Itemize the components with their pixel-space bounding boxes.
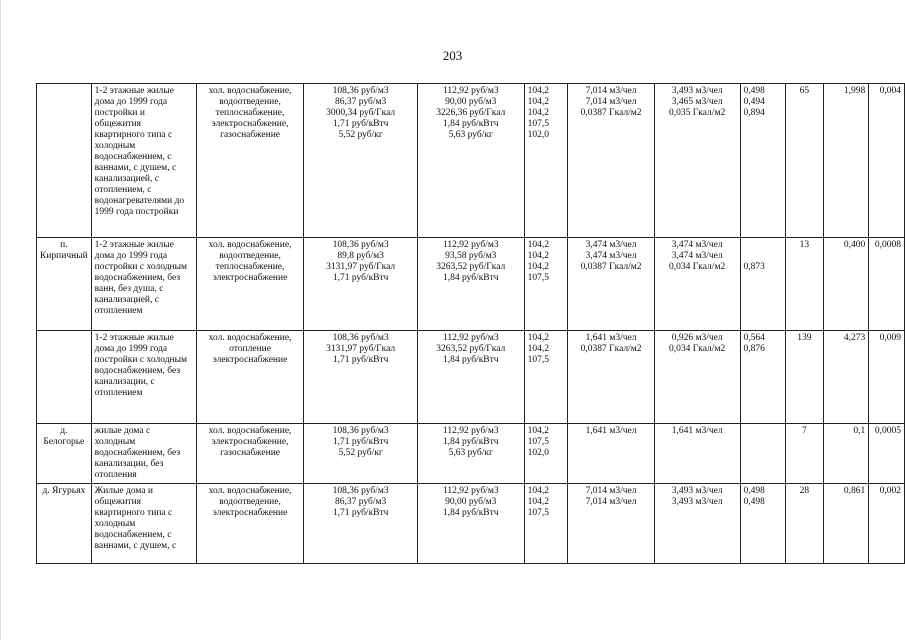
coefficient-cell (740, 484, 786, 564)
norm-old-cell (568, 484, 654, 564)
tariff-old-line: 1,71 руб/кВтч (332, 508, 389, 518)
index-line: 104,2 (527, 86, 549, 96)
tariff-new-line: 112,92 руб/м3 (442, 486, 499, 496)
description-cell: жилые дома с холодным водоснабжением, без канализации, без отопления (91, 424, 196, 484)
coefficient-cell (740, 424, 786, 484)
tariff-new-cell (417, 238, 524, 331)
tariff-new-line: 90,00 руб/м3 (445, 497, 497, 507)
norm-new-line: 0,034 Гкал/м2 (669, 262, 726, 272)
table-row (37, 484, 905, 564)
description-cell: Жилые дома и общежития квартирного типа с холодным водоснабжением, с ваннами, с душем, с (91, 484, 196, 564)
index-line: 104,2 (527, 251, 549, 261)
norm-new-line: 3,493 м3/чел (671, 86, 723, 96)
tariff-old-line: 108,36 руб/м3 (332, 426, 389, 436)
tariff-new-line: 1,84 руб/кВтч (442, 273, 499, 283)
settlement-cell: д. Белогорье (37, 424, 92, 484)
norm-old-line: 7,014 м3/чел (585, 86, 637, 96)
tariff-new-line: 112,92 руб/м3 (442, 426, 499, 436)
tariff-old-cell (304, 331, 418, 424)
tariff-old-line: 3131,97 руб/Гкал (326, 262, 396, 272)
settlement-cell: п. Кирпичный (37, 238, 92, 331)
coefficient-line: 0,876 (743, 344, 765, 354)
norm-new-line: 3,474 м3/чел (671, 240, 723, 250)
norm-old-cell (568, 238, 654, 331)
coefficient-line: 0,564 (743, 333, 765, 343)
tariff-old-cell (304, 424, 418, 484)
index-line: 104,2 (527, 333, 549, 343)
coefficient-line (744, 426, 783, 437)
tariff-old-line: 86,37 руб/м3 (335, 97, 387, 107)
norm-new-line: 3,474 м3/чел (671, 251, 723, 261)
coefficient-line (744, 240, 783, 251)
table-row (37, 424, 905, 484)
norm-new-line: 1,641 м3/чел (671, 426, 723, 436)
settlement-cell (37, 84, 92, 238)
count-cell: 65 (786, 84, 824, 238)
tariff-table (36, 83, 905, 564)
coefficient-cell (740, 331, 786, 424)
value2-cell: 0,002 (869, 484, 905, 564)
norm-new-line: 0,926 м3/чел (671, 333, 723, 343)
coefficient-line: 0,894 (743, 108, 765, 118)
table-row (37, 238, 905, 331)
value2-cell: 0,009 (869, 331, 905, 424)
tariff-old-line: 3131,97 руб/Гкал (326, 344, 396, 354)
norm-old-line: 0,0387 Гкал/м2 (580, 262, 642, 272)
tariff-new-cell (417, 424, 524, 484)
services-cell: хол. водоснабжение, водоотведение, электроснабжение (196, 484, 304, 564)
tariff-old-line: 108,36 руб/м3 (332, 240, 389, 250)
norm-new-line: 0,035 Гкал/м2 (669, 108, 726, 118)
scan-edge (0, 0, 1, 640)
norm-new-line: 0,034 Гкал/м2 (669, 344, 726, 354)
tariff-old-line: 108,36 руб/м3 (332, 86, 389, 96)
index-line: 107,5 (527, 508, 549, 518)
description-cell: 1-2 этажные жилые дома до 1999 года постройки с холодным водоснабжением, без ванн, без душа, с канализацией, с отоплением (91, 238, 196, 331)
tariff-old-cell (304, 238, 418, 331)
settlement-cell (37, 331, 92, 424)
tariff-new-line: 93,58 руб/м3 (445, 251, 497, 261)
tariff-new-line: 1,84 руб/кВтч (442, 437, 499, 447)
table-row (37, 84, 905, 238)
count-cell: 7 (786, 424, 824, 484)
index-line: 107,5 (527, 355, 549, 365)
norm-new-line: 3,465 м3/чел (671, 97, 723, 107)
tariff-old-line: 1,71 руб/кВтч (332, 437, 389, 447)
tariff-old-line: 1,71 руб/кВтч (332, 273, 389, 283)
services-cell: хол. водоснабжение, водоотведение, теплоснабжение, электроснабжение (196, 238, 304, 331)
norm-old-line: 7,014 м3/чел (585, 97, 637, 107)
tariff-new-line: 5,63 руб/кг (448, 448, 493, 458)
count-cell: 13 (786, 238, 824, 331)
tariff-old-line: 5,52 руб/кг (338, 130, 383, 140)
coefficient-cell (740, 84, 786, 238)
norm-old-cell (568, 424, 654, 484)
tariff-new-line: 5,63 руб/кг (448, 130, 493, 140)
index-cell (524, 84, 568, 238)
norm-old-line: 0,0387 Гкал/м2 (580, 108, 642, 118)
coefficient-line (744, 251, 783, 262)
norm-old-cell (568, 331, 654, 424)
value1-cell: 0,861 (823, 484, 869, 564)
settlement-cell: д. Ягурьях (37, 484, 92, 564)
tariff-new-line: 3263,52 руб/Гкал (436, 344, 506, 354)
index-cell (524, 331, 568, 424)
index-line: 104,2 (527, 97, 549, 107)
index-line: 107,5 (527, 273, 549, 283)
norm-old-line: 1,641 м3/чел (585, 426, 637, 436)
norm-old-line: 3,474 м3/чел (585, 251, 637, 261)
value1-cell: 0,1 (823, 424, 869, 484)
tariff-new-line: 1,84 руб/кВтч (442, 355, 499, 365)
value2-cell: 0,0005 (869, 424, 905, 484)
services-cell: хол. водоснабжение, отопление электроснабжение (196, 331, 304, 424)
tariff-new-cell (417, 84, 524, 238)
index-line: 104,2 (527, 344, 549, 354)
norm-new-cell (654, 484, 740, 564)
coefficient-line: 0,873 (743, 262, 765, 272)
table-row (37, 331, 905, 424)
index-line: 102,0 (527, 448, 549, 458)
tariff-old-cell (304, 84, 418, 238)
index-cell (524, 424, 568, 484)
tariff-new-cell (417, 484, 524, 564)
value2-cell: 0,0008 (869, 238, 905, 331)
norm-old-cell (568, 84, 654, 238)
coefficient-line: 0,498 (743, 86, 765, 96)
tariff-new-line: 3226,36 руб/Гкал (436, 108, 506, 118)
tariff-new-line: 1,84 руб/кВтч (442, 119, 499, 129)
tariff-old-line: 89,8 руб/м3 (337, 251, 384, 261)
coefficient-line: 0,498 (743, 486, 765, 496)
index-line: 107,5 (527, 437, 549, 447)
norm-new-line: 3,493 м3/чел (671, 497, 723, 507)
count-cell: 139 (786, 331, 824, 424)
tariff-old-line: 1,71 руб/кВтч (332, 119, 389, 129)
tariff-old-line: 86,37 руб/м3 (335, 497, 387, 507)
index-line: 102,0 (527, 130, 549, 140)
value2-cell: 0,004 (869, 84, 905, 238)
tariff-new-line: 112,92 руб/м3 (442, 86, 499, 96)
index-line: 104,2 (527, 240, 549, 250)
norm-old-line: 7,014 м3/чел (585, 497, 637, 507)
count-cell: 28 (786, 484, 824, 564)
description-cell: 1-2 этажные жилые дома до 1999 года постройки и общежития квартирного типа с холодным водоснабжением, с ваннами, с душем, с канализацией, с отоплением, с водонагревателями до 1999 года постройки (91, 84, 196, 238)
norm-new-cell (654, 238, 740, 331)
services-cell: хол. водоснабжение, электроснабжение, газоснабжение (196, 424, 304, 484)
tariff-new-line: 112,92 руб/м3 (442, 333, 499, 343)
tariff-old-line: 1,71 руб/кВтч (332, 355, 389, 365)
services-cell: хол. водоснабжение, водоотведение, теплоснабжение, электроснабжение, газоснабжение (196, 84, 304, 238)
norm-new-line: 3,493 м3/чел (671, 486, 723, 496)
norm-old-line: 0,0387 Гкал/м2 (580, 344, 642, 354)
norm-new-cell (654, 84, 740, 238)
index-line: 104,2 (527, 108, 549, 118)
norm-new-cell (654, 331, 740, 424)
tariff-old-line: 3000,34 руб/Гкал (326, 108, 396, 118)
page-number: 203 (442, 48, 463, 63)
tariff-new-line: 112,92 руб/м3 (442, 240, 499, 250)
index-line: 107,5 (527, 119, 549, 129)
tariff-new-line: 1,84 руб/кВтч (442, 508, 499, 518)
coefficient-cell (740, 238, 786, 331)
value1-cell: 0,400 (823, 238, 869, 331)
norm-new-cell (654, 424, 740, 484)
tariff-new-line: 3263,52 руб/Гкал (436, 262, 506, 272)
index-line: 104,2 (527, 262, 549, 272)
index-line: 104,2 (527, 486, 549, 496)
tariff-old-line: 108,36 руб/м3 (332, 486, 389, 496)
tariff-new-cell (417, 331, 524, 424)
value1-cell: 4,273 (823, 331, 869, 424)
tariff-old-cell (304, 484, 418, 564)
description-cell: 1-2 этажные жилые дома до 1999 года постройки с холодным водоснабжением, без канализации, с отоплением (91, 331, 196, 424)
tariff-new-line: 90,00 руб/м3 (445, 97, 497, 107)
coefficient-line: 0,494 (743, 97, 765, 107)
coefficient-line: 0,498 (743, 497, 765, 507)
index-cell (524, 238, 568, 331)
norm-old-line: 3,474 м3/чел (585, 240, 637, 250)
norm-old-line: 7,014 м3/чел (585, 486, 637, 496)
norm-old-line: 1,641 м3/чел (585, 333, 637, 343)
tariff-old-line: 5,52 руб/кг (338, 448, 383, 458)
index-cell (524, 484, 568, 564)
index-line: 104,2 (527, 497, 549, 507)
tariff-old-line: 108,36 руб/м3 (332, 333, 389, 343)
value1-cell: 1,998 (823, 84, 869, 238)
index-line: 104,2 (527, 426, 549, 436)
